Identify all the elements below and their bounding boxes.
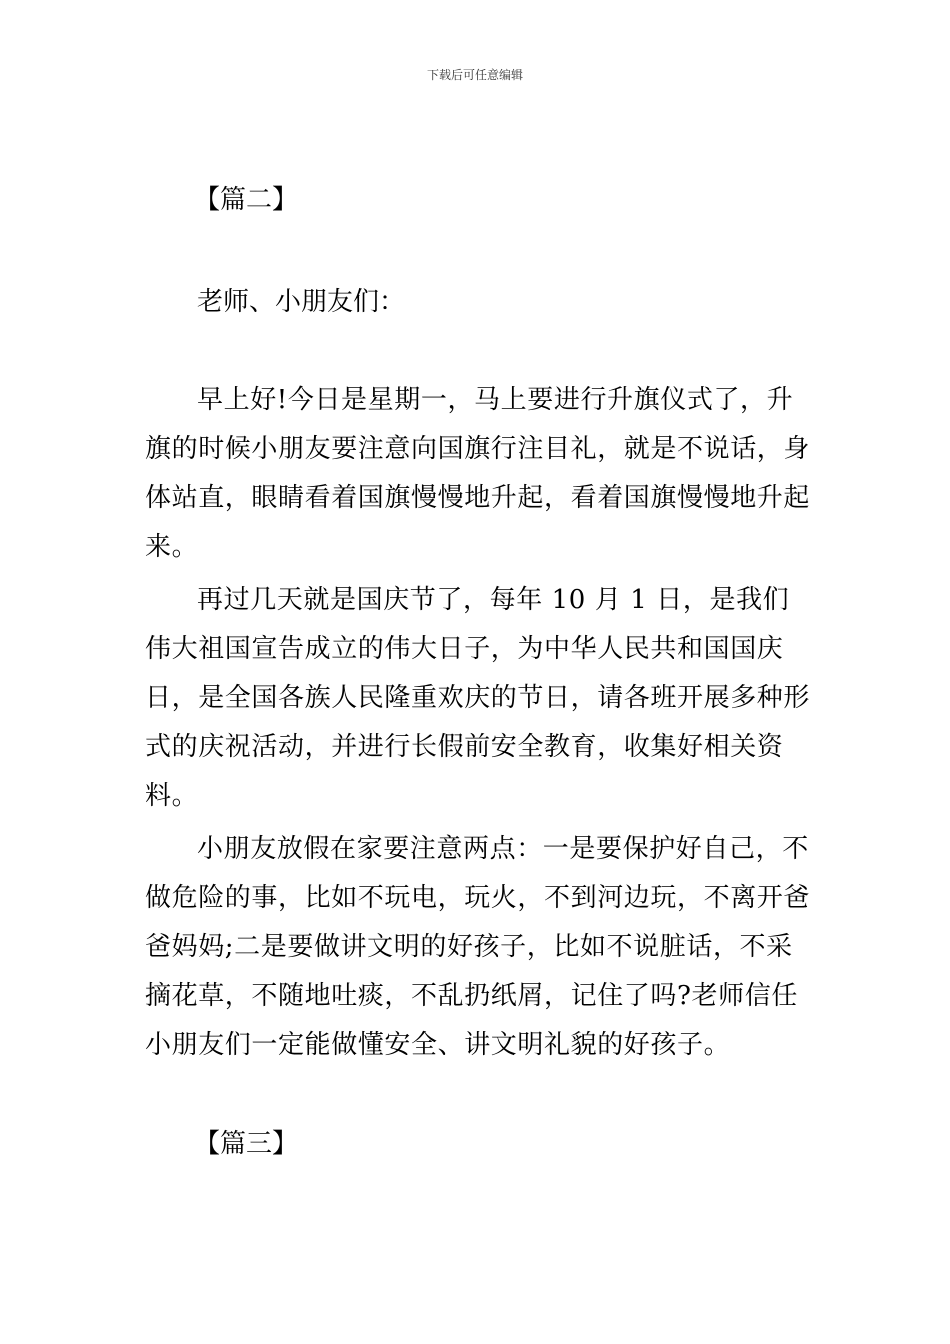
greeting-line: 老师、小朋友们： (197, 287, 406, 317)
paragraph-flag-ceremony: 早上好!今日是星期一，马上要进行升旗仪式了，升旗的时候小朋友要注意向国旗行注目礼，就是不说话，身体站直，眼睛看着国旗慢慢地升起，看着国旗慢慢地升起来。 (145, 385, 811, 562)
section-heading-3: 【篇三】 (194, 1129, 299, 1159)
paragraph-holiday-safety: 小朋友放假在家要注意两点：一是要保护好自己，不做危险的事，比如不玩电，玩火，不到河边玩，不离开爸爸妈妈;二是要做讲文明的好孩子，比如不说脏话，不采摘花草，不随地吐痰，不乱扔纸屑，记住了吗?老师信任小朋友们一定能做懂安全、讲文明礼貌的好孩子。 (145, 834, 811, 1060)
section-heading-2: 【篇二】 (194, 185, 299, 215)
page-header-note: 下载后可任意编辑 (426, 68, 523, 82)
paragraph-national-day: 再过几天就是国庆节了，每年 10 月 1 日，是我们伟大祖国宣告成立的伟大日子，为中华人民共和国国庆日，是全国各族人民隆重欢庆的节日，请各班开展多种形式的庆祝活动，并进行长假前安全教育，收集好相关资料。 (145, 585, 811, 811)
